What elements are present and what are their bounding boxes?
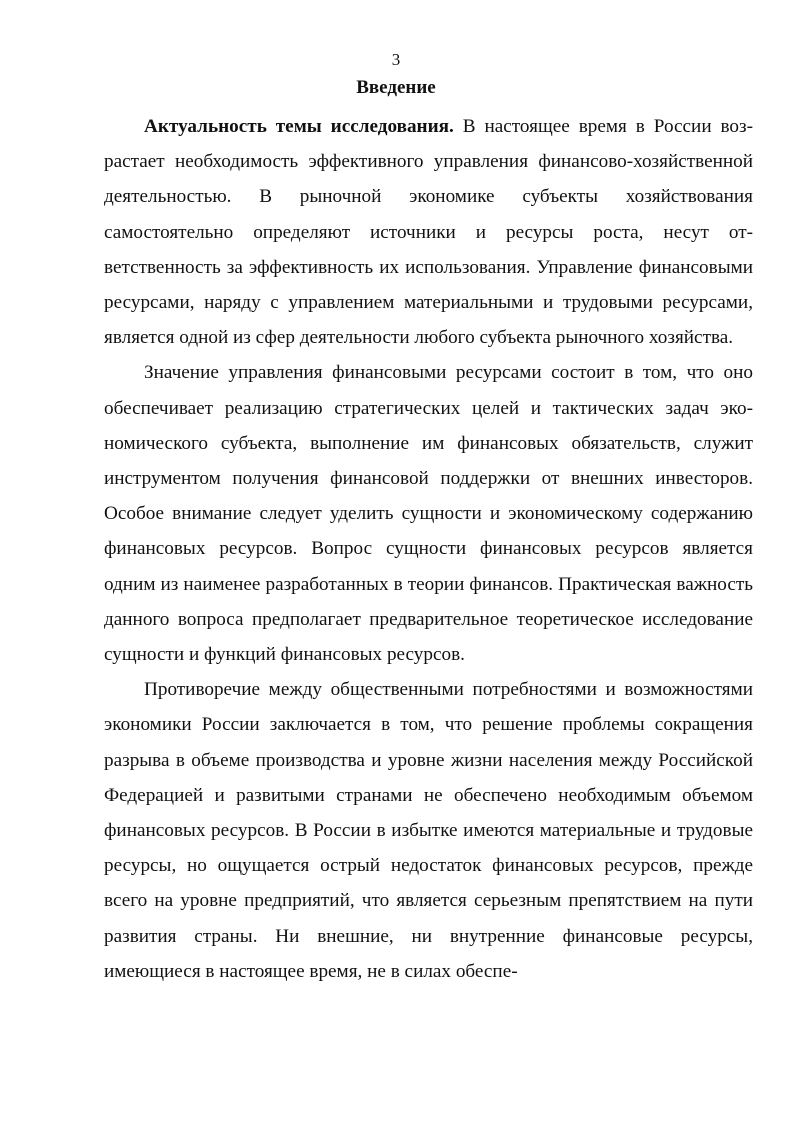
- body-text: [104, 109, 753, 989]
- paragraph-lead: Актуальность темы исследования.: [144, 116, 454, 137]
- paragraph-contradiction: Противоречие между общественными потребностями и возможностями экономики России заключается в том, что решение проблемы сокращения разрыва в объеме производства и уровне жизни населения между Российской Федерацией и развитыми странами не обеспечено необходимым объемом финансовых ресурсов. В России в избытке имеются материальные и трудовые ресурсы, но ощущается острый недостаток финансовых ресурсов, прежде всего на уровне предприятий, что является серьезным препятствием на пути развития страны. Ни внешние, ни внутренние финансовые ресурсы, имеющиеся в настоящее время, не в силах обеспе-: [104, 679, 753, 982]
- paragraph-relevance: [104, 109, 753, 355]
- paragraph-significance: Значение управления финансовыми ресурсами состоит в том, что оно обеспечивает реализацию стратегических целей и тактических задач экономического субъекта, выполнение им финансовых обязательств, служит инструментом получения финансовой поддержки от внешних инвесторов. Особое внимание следует уделить сущности и экономическому содержанию финансовых ресурсов. Вопрос сущности финансовых ресурсов является одним из наименее разработанных в теории финансов. Практическая важность данного вопроса предполагает предварительное теоретическое исследование сущности и функций финансовых ресурсов.: [104, 362, 753, 666]
- paragraph-text: В настоящее время в России возрастает необходимость эффективного управления финансово-хозяйственной деятельностью. В рыночной экономике субъекты хозяйствования самостоятельно определяют источники и ресурсы роста, несут ответственность за эффективность их использования. Управление финансовыми ресурсами, наряду с управлением материальными и трудовыми ресурсами, является одной из сфер деятельности любого субъекта рыночного хозяйства.: [104, 116, 753, 349]
- page-title: Введение: [356, 77, 436, 98]
- page-number: 3: [391, 50, 401, 69]
